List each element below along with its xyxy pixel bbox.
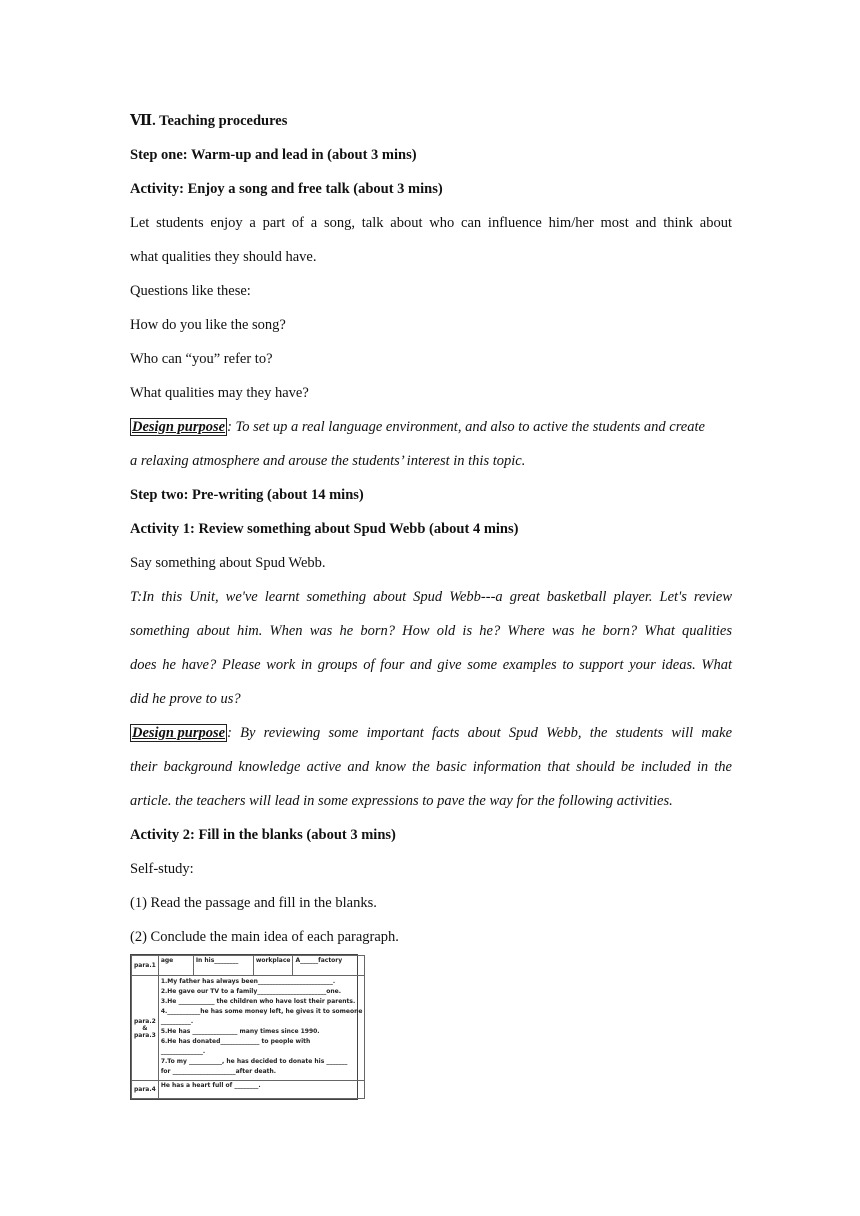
blank-item: 4.___________he has some money left, he gives it to someone — [160, 1008, 363, 1015]
blank-item: 7.To my ___________, he has decided to donate his _______ — [160, 1058, 348, 1065]
question-2: Who can “you” refer to? — [130, 351, 273, 367]
design-purpose-label: Design purpose — [132, 419, 226, 435]
blank-item: for _____________________after death. — [160, 1068, 277, 1075]
para-4-label: para.4 — [132, 1081, 159, 1099]
teacher-talk-line-4: did he prove to us? — [130, 691, 241, 707]
blanks-cell — [158, 976, 365, 1081]
blank-item: 2.He gave our TV to a family_______________________one. — [160, 988, 342, 995]
task-1: (1) Read the passage and fill in the blanks. — [130, 895, 377, 911]
factory-cell: A______factory — [293, 956, 365, 976]
blank-item: 3.He ____________ the children who have lost their parents. — [160, 998, 356, 1005]
task-2: (2) Conclude the main idea of each paragraph. — [130, 929, 399, 945]
blank-item: 5.He has _______________ many times since 1990. — [160, 1028, 320, 1035]
design-purpose-1-text: : To set up a real language environment, and also to active the students and create — [227, 419, 705, 435]
age-cell: age — [158, 956, 193, 976]
question-3: What qualities may they have? — [130, 385, 309, 401]
step-one-activity-title: Activity: Enjoy a song and free talk (about 3 mins) — [130, 181, 443, 197]
step-one-description-line-2: what qualities they should have. — [130, 249, 317, 265]
blank-item: ______________. — [160, 1048, 206, 1055]
activity-1-title: Activity 1: Review something about Spud Webb (about 4 mins) — [130, 521, 519, 537]
para-4-text: He has a heart full of ________. — [158, 1081, 365, 1099]
questions-intro: Questions like these: — [130, 283, 251, 299]
design-purpose-2-text: : By reviewing some important facts about Spud Webb, the students will make — [227, 725, 732, 741]
step-one-title: Step one: Warm-up and lead in (about 3 mins) — [130, 147, 417, 163]
workplace-cell: workplace — [253, 956, 293, 976]
blank-item: 6.He has donated_____________ to people with — [160, 1038, 311, 1045]
question-1: How do you like the song? — [130, 317, 286, 333]
teacher-talk-line-3: does he have? Please work in groups of four and give some examples to support your ideas. What — [130, 657, 732, 673]
activity-2-title: Activity 2: Fill in the blanks (about 3 mins) — [130, 827, 396, 843]
teacher-talk-line-1: T:In this Unit, we've learnt something about Spud Webb---a great basketball player. Let's review — [130, 589, 732, 605]
teacher-talk-line-2: something about him. When was he born? How old is he? Where was he born? What qualities — [130, 623, 732, 639]
design-purpose-1-line-1 — [130, 410, 732, 444]
para-2-3-label: para.2 & para.3 — [132, 976, 159, 1081]
design-purpose-2-line-3: article. the teachers will lead in some expressions to pave the way for the following activities. — [130, 793, 673, 809]
self-study-label: Self-study: — [130, 861, 194, 877]
design-purpose-label: Design purpose — [132, 725, 226, 741]
design-purpose-1-line-2: a relaxing atmosphere and arouse the students’ interest in this topic. — [130, 453, 526, 469]
blank-item: __________. — [160, 1018, 194, 1025]
blank-item: 1.My father has always been_________________________. — [160, 978, 336, 985]
design-purpose-2-line-2: their background knowledge active and know the basic information that should be included in the — [130, 759, 732, 775]
step-two-title: Step two: Pre-writing (about 14 mins) — [130, 487, 364, 503]
in-his-cell: In his________ — [193, 956, 253, 976]
para-1-label: para.1 — [132, 956, 159, 976]
section-heading: Ⅶ. Teaching procedures — [130, 113, 288, 129]
step-one-description-line-1: Let students enjoy a part of a song, talk about who can influence him/her most and think about — [130, 215, 732, 231]
worksheet-table — [130, 954, 363, 1100]
say-something-line: Say something about Spud Webb. — [130, 555, 326, 571]
design-purpose-2-line-1 — [130, 716, 732, 750]
